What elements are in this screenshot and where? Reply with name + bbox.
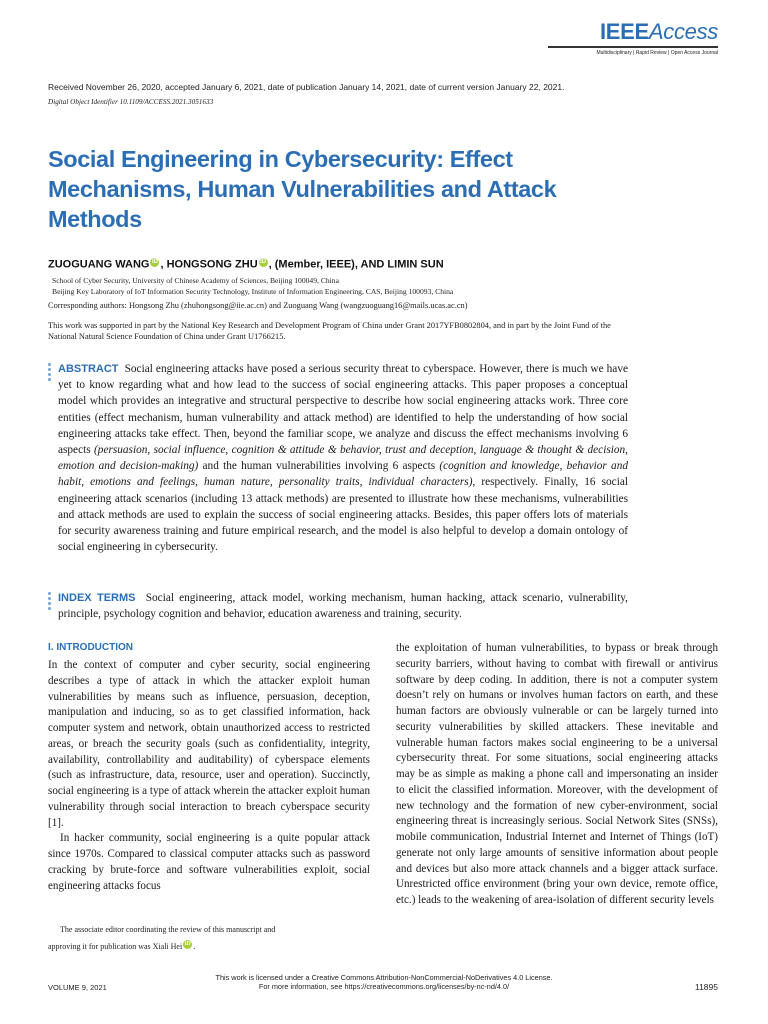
license-line-2[interactable]: For more information, see https://creativecommons.org/licenses/by-nc-nd/4.0/ (258, 982, 510, 991)
abstract (58, 361, 628, 555)
funding-statement: This work was supported in part by the National Key Research and Development Program of China under Grant 2017YFB0802804, and in part by the Joint Fund of the National Natural Science Foundation of China under Grant U1766215. (48, 321, 611, 341)
dotted-marker-icon (48, 363, 51, 383)
paragraph: the exploitation of human vulnerabilities, to bypass or break through security barriers, without having to combat with firewall or antivirus software by deep coding. In addition, there is not a computer system doesn’t rely on humans or involves human factors on earth, and these human factors are obviously vulnerable or can be largely turned into security vulnerabilities by skilled attackers. These inevitable and vulnerable human factors makes social engineering to be a universal cybersecurity threat. For some situations, social engineering attacks may be as simple as making a phone call and impersonating an insider to elicit the classified information. Moreover, with the development of new technology and the formation of new cyber-environment, social engineering threat is increasingly serious. Social Network Sites (SNSs), mobile communication, Industrial Internet and Internet of Things (IoT) generate not only large amounts of sensitive information about people and devices but also more attack channels and a bigger attack surface. Unrestricted office environment (bring your own device, remote office, etc.) leads to the weakening of area-isolation of different security levels (396, 642, 718, 906)
footnote-text: approving it for publication was Xiali Hei (48, 942, 183, 951)
received-dates: Received November 26, 2020, accepted January 6, 2021, date of publication January 14, 2021, date of current version January 22, 2021. (48, 82, 565, 92)
logo-brand: IEEE (599, 19, 649, 44)
dotted-marker-icon (48, 592, 51, 612)
orcid-icon[interactable]: iD (151, 259, 158, 265)
abstract-italic: (cognition and knowledge, behavior and habit, emotions and feelings, human nature, personality traits, individual characters) (58, 460, 629, 489)
section-heading: I. INTRODUCTION (48, 642, 133, 653)
abstract-italic: (persuasion, social influence, cognition & attitude & behavior, trust and deception, language & thought & decision, emotion and decision-making) (58, 444, 628, 473)
abstract-heading: ABSTRACT (58, 363, 119, 375)
intro-right-column (396, 641, 718, 909)
abstract-text: Social engineering attacks have posed a serious security threat to cyberspace. However, there is much we have yet to know regarding what and how lead to the success of social engineering attacks. This paper proposes a conceptual model which provides an integrative and structural perspective to describe how social engineering attacks work. Three core entities (effect mechanism, human vulnerability and attack method) are identified to help the understanding of how social engineering attacks take effect. Then, beyond the familiar scope, we analyze and discuss the effect mechanisms involving 6 aspects (58, 363, 628, 457)
author-2-suffix: , (Member, IEEE), AND LIMIN SUN (268, 258, 444, 271)
index-terms-text: Social engineering, attack model, working mechanism, human hacking, attack scenario, vulnerability, principle, psychology cognition and behavior, education awareness and training, security. (58, 592, 628, 621)
paragraph: In the context of computer and cyber security, social engineering describes a type of attack in which the attacker exploit human vulnerabilities by means such as influence, persuasion, deception, manipulation and inducing, so as to get classified information, hack computer system and network, obtain unauthorized access to restricted areas, or breach the security goals (such as confidentiality, integrity, availability, controllability and auditability) of cyberspace elements (such as infrastructure, data, resource, user and operation). Succinctly, social engineering is a type of attack wherein the attacker exploit human vulnerability through social interaction to breach cyberspace security [1]. (48, 659, 370, 829)
logo-product: Access (648, 19, 718, 44)
logo-tagline: Multidisciplinary | Rapid Review | Open Access Journal (596, 49, 718, 56)
page-number: 11895 (694, 982, 718, 992)
article-title: Social Engineering in Cybersecurity: Effect Mechanisms, Human Vulnerabilities and Attack Methods (48, 146, 557, 232)
license-line-1: This work is licensed under a Creative Commons Attribution-NonCommercial-NoDerivatives 4.0 License. (215, 973, 553, 982)
license-footer (0, 973, 768, 991)
orcid-icon[interactable]: iD (184, 941, 191, 948)
footnote-line-2 (48, 938, 370, 955)
footnote-line-1: The associate editor coordinating the review of this manuscript and (60, 925, 276, 934)
abstract-text: , respectively. Finally, 16 social engineering attack scenarios (including 13 attack methods) are presented to illustrate how these mechanisms, vulnerabilities and attack methods are used to explain the success of social engineering attacks. Besides, this paper offers lots of materials for security awareness training and future empirical research, and the model is also helpful to develop a domain ontology of social engineering in cybersecurity. (58, 476, 628, 554)
logo-rule (548, 46, 718, 48)
index-terms (58, 590, 628, 622)
paragraph: In hacker community, social engineering is a quite popular attack since 1970s. Compared to classical computer attacks such as password cracking by brute-force and software vulnerabilities exploit, social engineering attacks focus (48, 832, 370, 892)
journal-logo (548, 20, 718, 56)
logo-wordmark (548, 20, 718, 44)
abstract-text: and the human vulnerabilities involving 6 aspects (198, 460, 440, 473)
intro-left-column (48, 658, 370, 894)
affiliation-1: School of Cyber Security, University of Chinese Academy of Sciences, Beijing 100049, China (52, 276, 339, 285)
index-terms-heading: INDEX TERMS (58, 592, 136, 604)
editor-footnote (48, 921, 370, 955)
doi-line[interactable]: Digital Object Identifier 10.1109/ACCESS.2021.3051633 (48, 98, 214, 106)
author-list: ZUOGUANG WANG iD , HONGSONG ZHU iD , (Member, IEEE), AND LIMIN SUN (48, 258, 444, 271)
author-1: ZUOGUANG WANG (48, 258, 150, 271)
author-2: HONGSONG ZHU (166, 258, 258, 271)
footnote-end: . (193, 942, 196, 951)
orcid-icon[interactable]: iD (260, 259, 267, 265)
affiliation-2: Beijing Key Laboratory of IoT Information Security Technology, Institute of Information Engineering, CAS, Beijing 100093, China (52, 287, 454, 296)
volume-label: VOLUME 9, 2021 (48, 983, 107, 992)
corresponding-authors: Corresponding authors: Hongsong Zhu (zhuhongsong@iie.ac.cn) and Zuoguang Wang (wangzuoguang16@mails.ucas.ac.cn) (48, 301, 468, 310)
